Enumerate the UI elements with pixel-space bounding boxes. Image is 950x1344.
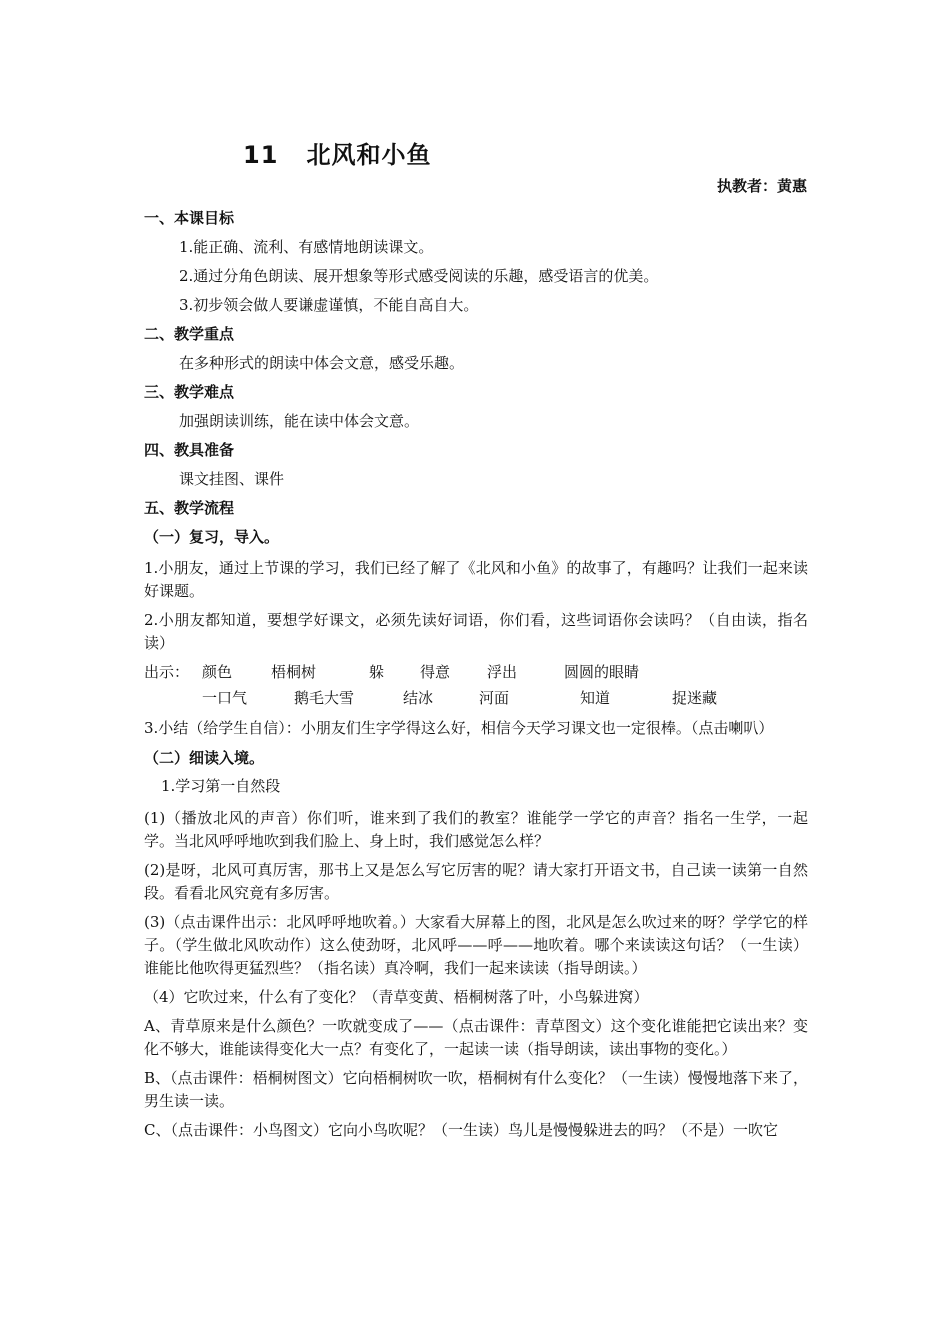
objective-item: 3.初步领会做人要谦虚谨慎，不能自高自大。: [179, 296, 479, 314]
document-body: [144, 204, 808, 1142]
paragraph: 1.小朋友，通过上节课的学习，我们已经了解了《北风和小鱼》的故事了，有趣吗？让我们一起来读好课题。: [144, 559, 808, 600]
objective-item: 2.通过分角色朗读、展开想象等形式感受阅读的乐趣，感受语言的优美。: [179, 267, 659, 285]
step-heading: 1.学习第一自然段: [161, 777, 281, 795]
vocab-word: 浮出: [487, 663, 518, 681]
section-heading: 五、教学流程: [144, 499, 235, 517]
section-text: 加强朗读训练，能在读中体会文意。: [179, 412, 420, 430]
section-heading: 三、教学难点: [144, 383, 235, 401]
vocab-word: 颜色: [202, 663, 233, 681]
paragraph: （4）它吹过来，什么有了变化？（青草变黄、梧桐树落了叶，小鸟躲进窝）: [144, 988, 649, 1006]
paragraph: B、（点击课件：梧桐树图文）它向梧桐树吹一吹，梧桐树有什么变化？（一生读）慢慢地落下来了，男生读一读。: [144, 1069, 808, 1110]
paragraph: (1)（播放北风的声音）你们听，谁来到了我们的教室？谁能学一学它的声音？指名一生学，一起学。当北风呼呼地吹到我们脸上、身上时，我们感觉怎么样？: [144, 809, 808, 850]
word-list-row: [144, 685, 808, 711]
paragraph: (3)（点击课件出示：北风呼呼地吹着。）大家看大屏幕上的图，北风是怎么吹过来的呀？学学它的样子。（学生做北风吹动作）这么使劲呀，北风呼——呼——地吹着。哪个来读读这句话？（一生读）谁能比他吹得更猛烈些？（指名读）真冷啊，我们一起来读读（指导朗读。）: [144, 913, 808, 977]
lesson-title: 11 北风和小鱼: [243, 141, 432, 169]
objective-item: 1.能正确、流利、有感情地朗读课文。: [179, 238, 434, 256]
subsection-heading: （一）复习，导入。: [144, 528, 280, 546]
vocab-word: 鹅毛大雪: [294, 689, 355, 707]
section-text: 在多种形式的朗读中体会文意，感受乐趣。: [179, 354, 465, 372]
section-heading: 二、教学重点: [144, 325, 235, 343]
paragraph: 2.小朋友都知道，要想学好课文，必须先读好词语，你们看，这些词语你会读吗？（自由读，指名读）: [144, 611, 808, 652]
vocab-word: 梧桐树: [271, 663, 317, 681]
show-label: 出示：: [144, 663, 190, 681]
word-list-row: [144, 659, 808, 685]
section-text: 课文挂图、课件: [179, 470, 285, 488]
vocab-word: 一口气: [202, 689, 248, 707]
paragraph: C、（点击课件：小鸟图文）它向小鸟吹呢？（一生读）鸟儿是慢慢躲进去的吗？（不是）一吹它: [144, 1121, 778, 1139]
vocab-word: 结冰: [403, 689, 434, 707]
vocab-word: 躲: [369, 663, 385, 681]
vocab-word: 圆圆的眼睛: [564, 663, 640, 681]
paragraph: 3.小结（给学生自信）：小朋友们生字学得这么好，相信今天学习课文也一定很棒。（点击喇叭）: [144, 719, 774, 737]
section-heading: 四、教具准备: [144, 441, 235, 459]
subsection-heading: （二）细读入境。: [144, 749, 265, 767]
vocab-word: 得意: [420, 663, 451, 681]
vocab-word: 捉迷藏: [672, 689, 718, 707]
paragraph: A、青草原来是什么颜色？一吹就变成了——（点击课件：青草图文）这个变化谁能把它读出来？变化不够大，谁能读得变化大一点？有变化了，一起读一读（指导朗读，读出事物的变化。）: [144, 1017, 808, 1058]
vocab-word: 知道: [580, 689, 611, 707]
vocab-word: 河面: [479, 689, 510, 707]
paragraph: (2)是呀，北风可真厉害，那书上又是怎么写它厉害的呢？请大家打开语文书，自己读一读第一自然段。看看北风究竟有多厉害。: [144, 861, 808, 902]
teacher-name: 执教者：黄惠: [716, 177, 807, 195]
section-heading: 一、本课目标: [144, 209, 235, 227]
